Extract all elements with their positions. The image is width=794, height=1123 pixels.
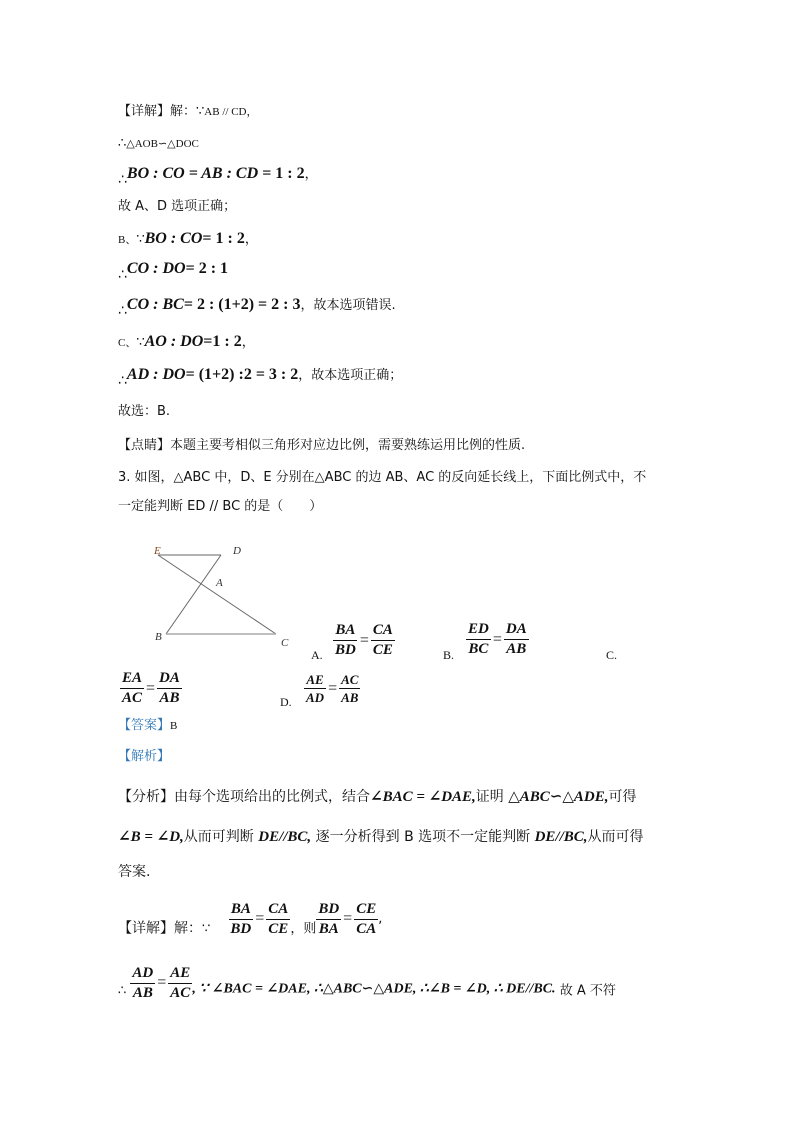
- text: 可得: [608, 789, 637, 805]
- text: 从而可判断: [183, 829, 254, 845]
- therefore-symbol: ∴: [118, 983, 127, 999]
- denominator: AD: [306, 690, 325, 705]
- denominator: CE: [372, 642, 393, 658]
- equals: =: [359, 631, 369, 649]
- formula: BO : CO = AB : CD =: [126, 165, 276, 182]
- therefore-symbol: ∴: [118, 172, 127, 188]
- option-d-label: D.: [280, 695, 292, 709]
- fraction: [130, 964, 155, 1003]
- denominator: AC: [122, 690, 143, 706]
- denominator: BD: [230, 920, 252, 937]
- option-c-label: C.: [606, 648, 618, 662]
- label-E: E: [154, 545, 161, 557]
- option-prefix: C、: [118, 337, 137, 349]
- question-line-2: 一定能判断 ED // BC 的是（ ）: [118, 499, 323, 514]
- denominator: AB: [506, 641, 527, 657]
- formula: CO : DO: [126, 260, 186, 277]
- detail-line-6: [118, 260, 229, 283]
- equals: =: [328, 679, 338, 697]
- denominator: AB: [341, 690, 359, 705]
- therefore-symbol: ∴: [118, 136, 127, 151]
- formula-value: = 1 : 2: [202, 230, 245, 247]
- numerator: EA: [120, 669, 144, 689]
- denominator: BA: [318, 920, 339, 937]
- detail-line-9: [118, 366, 403, 389]
- equals: =: [492, 630, 502, 648]
- fraction: [466, 620, 491, 659]
- text: 故 A 不符: [559, 983, 616, 999]
- text: ，则: [290, 921, 317, 937]
- formula: AD : DO: [126, 366, 186, 383]
- detail-line-3: [118, 165, 318, 188]
- numerator: CA: [266, 900, 290, 920]
- numerator: BD: [316, 900, 341, 920]
- numerator: CE: [354, 900, 378, 920]
- option-d-formula: [304, 671, 360, 706]
- text: 【分析】由每个选项给出的比例式，结合: [118, 789, 370, 805]
- equals: =: [343, 910, 353, 927]
- detail-heading: 【详解】解：: [118, 104, 197, 119]
- text: 证明: [475, 789, 504, 805]
- answer-line: [118, 717, 177, 735]
- conclusion: 故选：B.: [118, 404, 171, 419]
- detail-heading: 【详解】解：: [118, 920, 202, 937]
- detail-line-4: [118, 198, 236, 216]
- formula: ∠B = ∠D,: [118, 829, 184, 845]
- answer-value: B: [170, 720, 178, 732]
- statement: ，故本选项正确；: [298, 368, 403, 383]
- statement: △AOB∽△DOC: [126, 138, 199, 150]
- formula: DE//BC,: [258, 829, 312, 845]
- formula-value: = 2 : (1+2) = 2 : 3: [183, 296, 301, 313]
- text: 逐一分析得到 B 选项不一定能判断: [311, 829, 531, 845]
- numerator: BA: [229, 900, 253, 920]
- fraction: [304, 671, 326, 706]
- denominator: AC: [170, 984, 191, 1001]
- denominator: AB: [159, 690, 180, 706]
- fraction: [168, 964, 192, 1003]
- because-symbol: ∵: [136, 335, 145, 350]
- comment: 【点睛】本题主要考相似三角形对应边比例，需要熟练运用比例的性质.: [118, 438, 526, 453]
- fraction: [333, 621, 358, 660]
- detail-line-10: [118, 403, 170, 421]
- detail-solution-line-2: [118, 960, 616, 1015]
- label-A: A: [216, 577, 223, 589]
- because-symbol: ∵: [136, 232, 145, 247]
- question-line-1: 3. 如图，△ABC 中，D、E 分别在△ABC 的边 AB、AC 的反向延长线上，下面比例式中，不: [118, 470, 647, 485]
- denominator: BD: [335, 642, 356, 658]
- therefore-symbol: ∴: [118, 267, 127, 283]
- therefore-symbol: ∴: [118, 303, 127, 319]
- formula: △ABC∽△ADE,: [508, 789, 609, 805]
- formula-value: = (1+2) :2 = 3 : 2: [185, 366, 299, 383]
- denominator: CA: [356, 920, 377, 937]
- fraction: [339, 671, 360, 706]
- label-C: C: [281, 637, 289, 649]
- option-a-label: A.: [311, 648, 323, 662]
- detail-solution-line-1: [118, 896, 382, 953]
- fraction: [504, 620, 529, 659]
- denominator: BC: [468, 641, 489, 657]
- detail-line-5: [118, 230, 258, 249]
- numerator: CA: [371, 621, 395, 641]
- formula: DE//BC,: [534, 829, 588, 845]
- option-c-formula: [120, 669, 182, 708]
- punct: ，: [244, 232, 258, 247]
- numerator: AE: [168, 964, 192, 984]
- statement: AB // CD，: [204, 106, 258, 118]
- option-prefix: B、: [118, 234, 137, 246]
- analysis-line-1: [118, 788, 637, 806]
- option-b-label: B.: [443, 648, 455, 662]
- fraction: [157, 669, 182, 708]
- formula: AO : DO: [144, 333, 204, 350]
- numerator: AD: [130, 964, 155, 984]
- formula-value: = 2 : 1: [185, 260, 229, 277]
- equals: =: [157, 974, 167, 991]
- label-D: D: [233, 545, 241, 557]
- detail-line-2: [118, 135, 199, 153]
- formula: BO : CO: [144, 230, 203, 247]
- statement: 故 A、D 选项正确；: [118, 199, 237, 214]
- option-b-formula: [466, 620, 529, 659]
- punct: ，: [304, 167, 318, 182]
- therefore-symbol: ∴: [118, 373, 127, 389]
- text: 从而可得: [587, 829, 644, 845]
- because-symbol: ∵: [196, 104, 205, 119]
- fraction: [371, 621, 395, 660]
- equals: =: [146, 679, 156, 697]
- segment-EC: [158, 555, 276, 634]
- numerator: DA: [504, 620, 529, 640]
- equals: =: [255, 910, 265, 927]
- because-symbol: ∵: [202, 921, 211, 937]
- formula: ∠BAC = ∠DAE,: [370, 789, 476, 805]
- fraction: [266, 900, 290, 939]
- analysis-tag: 【解析】: [118, 749, 171, 764]
- fraction: [228, 900, 253, 939]
- answer-tag: 【答案】: [118, 718, 171, 733]
- option-a-formula: [333, 621, 395, 660]
- segment-DB: [166, 555, 221, 634]
- fraction: [120, 669, 144, 708]
- numerator: ED: [466, 620, 491, 640]
- comment-line: [118, 437, 525, 455]
- analysis-line-3: 答案.: [118, 864, 151, 880]
- fraction: [354, 900, 378, 939]
- denominator: CE: [268, 920, 289, 937]
- numerator: BA: [333, 621, 357, 641]
- detail-line-8: [118, 333, 255, 352]
- numerator: AE: [306, 672, 324, 687]
- detail-line-7: [118, 296, 396, 319]
- punct: ,: [378, 911, 383, 927]
- label-B: B: [155, 631, 162, 643]
- statement: ，故本选项错误.: [300, 298, 396, 313]
- numerator: AC: [341, 672, 359, 687]
- formula-value: 1 : 2: [275, 165, 305, 182]
- punct: ，: [241, 335, 255, 350]
- triangle-diagram: [145, 540, 295, 655]
- numerator: DA: [157, 669, 182, 689]
- triangle-figure: [145, 540, 295, 655]
- analysis-line-2: [118, 828, 644, 846]
- detail-line-1: [118, 103, 257, 121]
- formula-value: =1 : 2: [203, 333, 242, 350]
- denominator: AB: [132, 984, 153, 1001]
- formula: , ∵ ∠BAC = ∠DAE, ∴△ABC∽△ADE, ∴∠B = ∠D, ∴ DE//BC.: [192, 981, 556, 997]
- formula: CO : BC: [126, 296, 184, 313]
- fraction: [316, 900, 341, 939]
